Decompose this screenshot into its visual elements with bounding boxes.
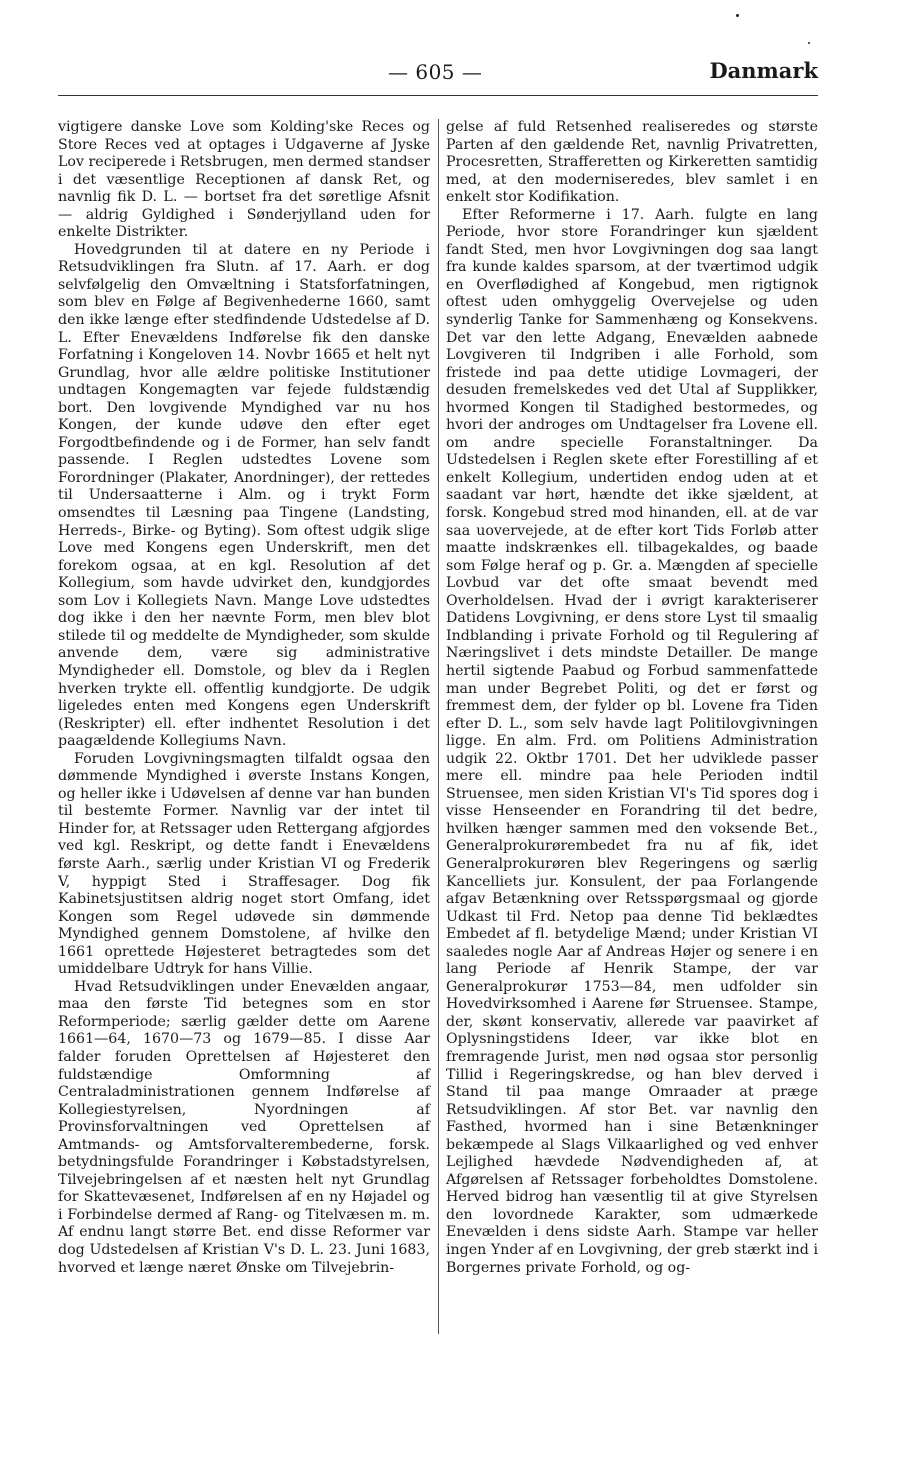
header-rule bbox=[58, 95, 818, 96]
paragraph: vigtigere danske Love som Kolding'ske Reces og Store Reces ved at optages i Udgaverne af Jyske Lov reciperede i Retsbrugen, men dermed standser i det væsentlige Receptionen af dansk Ret, og navnlig fik D. L. — bortset fra det søretlige Afsnit — aldrig Gyldighed i Sønderjylland uden for enkelte Distrikter. bbox=[58, 119, 430, 241]
right-column bbox=[446, 119, 818, 1277]
column-divider bbox=[438, 119, 439, 1334]
page-number: — 605 — bbox=[388, 60, 483, 84]
scan-speck bbox=[736, 14, 739, 17]
scan-speck bbox=[808, 42, 810, 44]
paragraph: Efter Reformerne i 17. Aarh. fulgte en lang Periode, hvor store Forandringer kun sjældent fandt Sted, men hvor Lovgivningen dog saa langt fra kunde kaldes sparsom, at der tværtimod udgik en Overflødighed af Kongebud, men rigtignok oftest uden omhyggelig Overvejelse og uden synderlig Tanke for Sammenhæng og Konsekvens. Det var den lette Adgang, Enevælden aabnede Lovgiveren til Indgriben i alle Forhold, som fristede ind paa dette utidige Lovmageri, der desuden fremelskedes ved det Utal af Supplikker, hvormed Kongen til Stadighed bestormedes, og hvori der androges om Undtagelser fra Lovene ell. om andre specielle Foranstaltninger. Da Udstedelsen i Reglen skete efter Forestilling af et enkelt Kollegium, undertiden endog uden at et saadant var hørt, hændte det ikke sjældent, at forsk. Kongebud stred mod hinanden, ell. at de var saa uovervejede, at de efter kort Tids Forløb atter maatte indskrænkes ell. tilbagekaldes, og baade som Følge heraf og p. Gr. a. Mængden af specielle Lovbud var det ofte smaat bevendt med Overholdelsen. Hvad der i øvrigt karakteriserer Datidens Lovgivning, er dens store Lyst til smaalig Indblanding i private Forhold og til Regulering af Næringslivet i dets mindste Detailler. De mange hertil sigtende Paabud og Forbud sammenfattede man under Begrebet Politi, og det er først og fremmest dem, der fylder op bl. Lovene fra Tiden efter D. L., som selv havde lagt Politilovgivningen ligge. En alm. Frd. om Politiens Administration udgik 22. Oktbr 1701. Det her udviklede passer mere ell. mindre paa hele Perioden indtil Struensee, men siden Kristian VI's Tid spores dog i visse Henseender en Forandring til det bedre, hvilken hænger sammen med den voksende Bet., Generalprokurørembedet fra nu af fik, idet Generalprokurøren blev Regeringens og særlig Kancelliets jur. Konsulent, der paa Forlangende afgav Betænkning over Retsspørgsmaal og gjorde Udkast til Frd. Netop paa denne Tid beklædtes Embedet af fl. betydelige Mænd; under Kristian VI saaledes nogle Aar af Andreas Højer og senere i en lang Periode af Henrik Stampe, der var Generalprokurør 1753—84, men udfolder sin Hovedvirksomhed i Aarene før Struensee. Stampe, der, skønt konservativ, allerede var paavirket af Oplysningstidens Ideer, var ikke blot en fremragende Jurist, men nød ogsaa stor personlig Tillid i Regeringskredse, og han blev derved i Stand til paa mange Omraader at præge Retsudviklingen. Af stor Bet. var navnlig den Fasthed, hvormed han i sine Betænkninger bekæmpede al Slags Vilkaarlighed og ved enhver Lejlighed hævdede Nødvendigheden af, at Afgørelsen af Retssager forbeholdtes Domstolene. Herved bidrog han væsentlig til at give Styrelsen den lovordnede Karakter, som udmærkede Enevælden i dens sidste Aarh. Stampe var heller ingen Ynder af en Lovgivning, der greb stærkt ind i Borgernes private Forhold, og og- bbox=[446, 206, 818, 1276]
paragraph: Foruden Lovgivningsmagten tilfaldt ogsaa den dømmende Myndighed i øverste Instans Kongen, og heller ikke i Udøvelsen af denne var han bunden til bestemte Former. Navnlig var der intet til Hinder for, at Retssager uden Rettergang afgjordes ved kgl. Reskript, og dette fandt i Enevældens første Aarh., særlig under Kristian VI og Frederik V, hyppigt Sted i Straffesager. Dog fik Kabinetsjustitsen aldrig noget stort Omfang, idet Kongen som Regel udøvede sin dømmende Myndighed gennem Domstolene, af hvilke den 1661 oprettede Højesteret betragtedes som det umiddelbare Udtryk for hans Villie. bbox=[58, 750, 430, 978]
page-header bbox=[58, 58, 818, 88]
section-title: Danmark bbox=[709, 58, 818, 83]
paragraph: Hovedgrunden til at datere en ny Periode i Retsudviklingen fra Slutn. af 17. Aarh. er dog selvfølgelig den Omvæltning i Statsforfatningen, som blev en Følge af Begivenhederne 1660, samt den ikke længe efter stedfindende Udstedelse af D. L. Efter Enevældens Indførelse fik den danske Forfatning i Kongeloven 14. Novbr 1665 et helt nyt Grundlag, hvor alle ældre politiske Institutioner undtagen Kongemagten var fejede fuldstændig bort. Den lovgivende Myndighed var nu hos Kongen, der kunde udøve den efter eget Forgodtbefindende og i de Former, han selv fandt passende. I Reglen udstedtes Lovene som Forordninger (Plakater, Anordninger), der rettedes til Undersaatterne i Alm. og i trykt Form omsendtes til Læsning paa Tingene (Landsting, Herreds-, Birke- og Byting). Som oftest udgik slige Love med Kongens egen Underskrift, men det forekom ogsaa, at en kgl. Resolution af det Kollegium, som havde udvirket den, kundgjordes som Lov i Kollegiets Navn. Mange Love udstedtes dog ikke i den her nævnte Form, men blev blot stilede til og meddelte de Myndigheder, som skulde anvende dem, være sig administrative Myndigheder ell. Domstole, og blev da i Reglen hverken trykte ell. offentlig kundgjorte. De udgik ligeledes enten med Kongens egen Underskrift (Reskripter) ell. efter indhentet Resolution i det paagældende Kollegiums Navn. bbox=[58, 241, 430, 750]
paragraph: gelse af fuld Retsenhed realiseredes og største Parten af den gældende Ret, navnlig Privatretten, Procesretten, Strafferetten og Kirkeretten samtidig med, at den moderniseredes, blev samlet i en enkelt stor Kodifikation. bbox=[446, 119, 818, 206]
left-column bbox=[58, 119, 430, 1277]
paragraph: Hvad Retsudviklingen under Enevælden angaar, maa den første Tid betegnes som en stor Reformperiode; særlig gælder dette om Aarene 1661—64, 1670—73 og 1679—85. I disse Aar falder foruden Oprettelsen af Højesteret den fuldstændige Omformning af Centraladministrationen gennem Indførelse af Kollegiestyrelsen, Nyordningen af Provinsforvaltningen ved Oprettelsen af Amtmands- og Amtsforvalterembederne, forsk. betydningsfulde Forandringer i Købstadstyrelsen, Tilvejebringelsen af et næsten helt nyt Grundlag for Skattevæsenet, Indførelsen af en ny Højadel og i Forbindelse dermed af Rang- og Titelvæsen m. m. Af endnu langt større Bet. end disse Reformer var dog Udstedelsen af Kristian V's D. L. 23. Juni 1683, hvorved et længe næret Ønske om Tilvejebrin- bbox=[58, 978, 430, 1276]
